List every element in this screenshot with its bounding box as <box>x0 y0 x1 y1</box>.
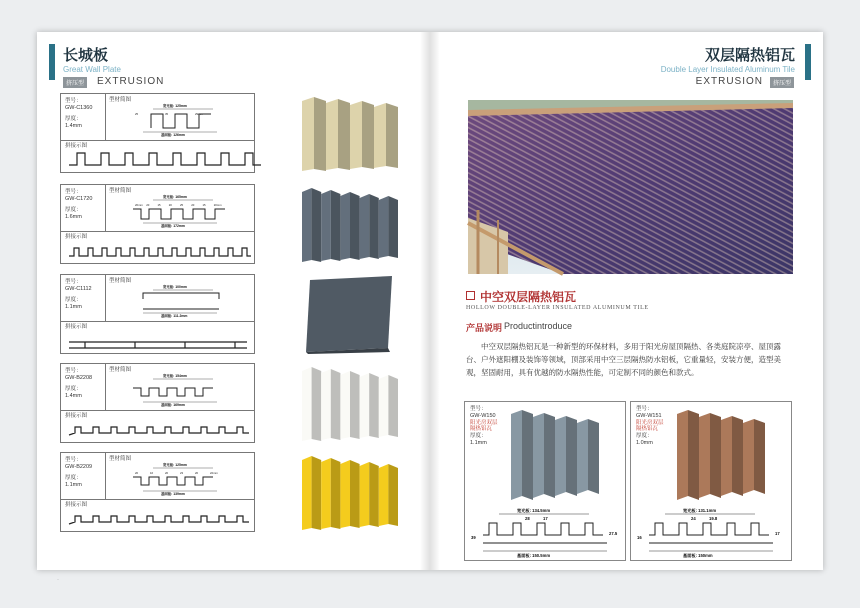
section-subtitle: HOLLOW DOUBLE-LAYER INSULATED ALUMINUM TILE <box>466 305 649 311</box>
page-title: 双层隔热铝瓦 <box>704 47 795 64</box>
segment-dim-label: 28 <box>525 516 530 521</box>
model-code: GW-C1112 <box>65 286 92 292</box>
thickness-value: 1.0mm <box>636 439 653 446</box>
extrusion-label: EXTRUSION <box>97 76 165 87</box>
joint-diagram-label: 拼接示图 <box>65 324 88 330</box>
usage-line: 阳光房双层 <box>636 419 664 426</box>
profile-drawing <box>113 461 248 497</box>
model-code: GW-W151 <box>636 412 662 419</box>
model-code: GW-B2209 <box>65 464 93 470</box>
thickness-label: 厚度： <box>65 297 82 303</box>
product-photo <box>288 452 412 532</box>
product-photo <box>288 93 412 173</box>
profile-diagram-label: 型材简图 <box>109 367 132 373</box>
product-photo <box>288 363 412 443</box>
product-photo <box>288 184 412 264</box>
segment-dim-label: 20mm <box>213 203 222 207</box>
joint-drawing <box>65 147 251 172</box>
page-subtitle: Great Wall Plate <box>63 65 121 74</box>
top-width-label: 宽光板: 154mm <box>163 374 187 378</box>
header-accent-bar <box>805 44 811 80</box>
joint-diagram-label: 拼接示图 <box>65 413 88 419</box>
thickness-label: 厚度： <box>65 116 82 122</box>
left-page <box>37 32 430 583</box>
usage-line: 阳光房双层 <box>470 419 498 426</box>
joint-diagram-label: 拼接示图 <box>65 502 88 508</box>
base-width-label: 基面板: 150.5mm <box>517 553 551 558</box>
product-card <box>60 184 412 264</box>
model-label: 型号： <box>636 406 653 412</box>
base-width-label: 基面板: 150mm <box>683 553 713 558</box>
segment-dim-label: 15 <box>202 203 206 207</box>
section-title: 中空双层隔热铝瓦 <box>480 290 577 304</box>
base-width-label: 基面板: 172mm <box>161 224 185 228</box>
product-description: 中空双层隔热铝瓦是一种新型的环保材料，多用于阳光房屋顶隔热、各类庭院凉亭、屋顶露台、户外遮阳棚及装饰等领域，顶部采用中空三层隔热防水铝板，它重量轻，安装方便，造型美观，坚固耐用，具有优越的防水隔热性能，可定制不同的颜色和款式。 <box>466 342 781 377</box>
segment-dim-label: 25 <box>135 112 139 116</box>
base-width-label: 基面板: 139mm <box>161 492 185 496</box>
section-marker-icon <box>466 291 475 300</box>
intro-label-en: Productintroduce <box>504 321 573 331</box>
segment-dim-label: 29mm <box>195 112 203 116</box>
height-label: 17 <box>775 531 780 536</box>
top-width-label: 宽光板: 125mm <box>163 463 187 467</box>
model-label: 型号： <box>470 406 487 412</box>
extrusion-label: EXTRUSION <box>695 76 763 87</box>
spec-table <box>60 363 255 443</box>
model-code: GW-B2208 <box>65 375 93 381</box>
intro-label: 产品说明 <box>466 323 503 333</box>
top-width-label: 宽光板: 100mm <box>163 285 187 289</box>
roof-photo <box>468 100 793 274</box>
thickness-label: 厚度： <box>470 433 487 440</box>
profile-diagram-label: 型材简图 <box>109 188 132 194</box>
joint-drawing <box>65 328 251 353</box>
model-label: 型号： <box>65 368 82 374</box>
tile-product-card <box>464 401 626 561</box>
segment-dim-label: 35 <box>165 112 169 116</box>
usage-line: 隔热铝瓦 <box>470 426 493 433</box>
thickness-label: 厚度： <box>65 475 82 481</box>
product-card <box>60 274 412 354</box>
model-code: GW-W150 <box>470 412 496 419</box>
tile-product-card <box>630 401 792 561</box>
segment-dim-label: 20 <box>168 203 172 207</box>
spec-text <box>470 406 498 447</box>
spec-table <box>60 274 255 354</box>
base-width-label: 基面板: 126mm <box>161 133 185 137</box>
joint-drawing <box>65 417 251 442</box>
tile-photo <box>667 404 777 506</box>
joint-diagram-label: 拼接示图 <box>65 234 88 240</box>
segment-dim-label: 22mm <box>210 471 218 475</box>
model-label: 型号： <box>65 98 82 104</box>
thickness-value: 1.4mm <box>65 393 82 399</box>
model-code: GW-C1360 <box>65 105 93 111</box>
page-subtitle: Double Layer Insulated Aluminum Tile <box>660 65 795 74</box>
top-width-label: 宽光板: 125mm <box>163 104 187 108</box>
spec-table <box>60 184 255 264</box>
spec-table <box>60 452 255 532</box>
segment-dim-label: 23 <box>180 471 184 475</box>
profile-drawing <box>113 283 248 319</box>
page-number: · <box>57 577 59 583</box>
joint-diagram-label: 拼接示图 <box>65 143 88 149</box>
segment-dim-label: 16 <box>150 471 154 475</box>
segment-dim-label: 20 <box>191 203 195 207</box>
base-width-label: 基面板: 169mm <box>161 403 185 407</box>
thickness-label: 厚度： <box>65 386 82 392</box>
profile-diagram-label: 型材简图 <box>109 278 132 284</box>
segment-dim-label: 19.8 <box>709 516 718 521</box>
segment-dim-label: 20 <box>146 203 150 207</box>
spec-text <box>636 406 664 447</box>
right-page <box>430 32 823 570</box>
page-title: 长城板 <box>63 47 109 64</box>
segment-dim-label: 25 <box>180 203 184 207</box>
segment-dim-label: 20 <box>195 471 199 475</box>
tile-photo <box>501 404 611 506</box>
catalog-spread <box>37 32 823 583</box>
model-label: 型号： <box>65 457 82 463</box>
segment-dim-label: 20 <box>165 471 169 475</box>
product-photo <box>288 274 412 354</box>
thickness-value: 1.1mm <box>470 439 487 446</box>
profile-diagram-label: 型材简图 <box>109 97 132 103</box>
model-code: GW-C1720 <box>65 196 93 202</box>
header-accent-bar <box>49 44 55 80</box>
usage-line: 隔热铝瓦 <box>636 426 659 433</box>
segment-dim-label: 15 <box>157 203 161 207</box>
product-card <box>60 363 412 443</box>
thickness-label: 厚度： <box>65 207 82 213</box>
model-label: 型号： <box>65 189 82 195</box>
profile-drawing <box>113 372 248 408</box>
height-label: 16 <box>637 535 642 540</box>
thickness-value: 1.1mm <box>65 304 82 310</box>
product-card <box>60 452 412 532</box>
category-tag: 挤压型 <box>63 77 87 88</box>
segment-dim-label: 24 <box>691 516 696 521</box>
height-label: 39 <box>471 535 476 540</box>
tile-profile-drawing <box>469 505 621 559</box>
spec-table <box>60 93 255 173</box>
thickness-value: 1.4mm <box>65 123 82 129</box>
height-label: 27.5 <box>609 531 618 536</box>
top-width-label: 宽光板: 165mm <box>163 195 187 199</box>
segment-dim-label: 17 <box>543 516 548 521</box>
thickness-label: 厚度： <box>636 433 653 440</box>
base-width-label: 基面板: 111.2mm <box>161 314 188 318</box>
tile-profile-drawing <box>635 505 787 559</box>
joint-drawing <box>65 506 251 531</box>
profile-drawing <box>113 102 248 138</box>
top-width-label: 宽光板: 134.5mm <box>517 508 551 513</box>
model-label: 型号： <box>65 279 82 285</box>
category-tag: 挤压型 <box>770 77 794 88</box>
segment-dim-label: 20 <box>135 471 139 475</box>
profile-drawing <box>113 193 248 229</box>
profile-diagram-label: 型材简图 <box>109 456 132 462</box>
thickness-value: 1.6mm <box>65 214 82 220</box>
joint-drawing <box>65 238 251 263</box>
product-card <box>60 93 412 173</box>
thickness-value: 1.1mm <box>65 482 82 488</box>
segment-dim-label: 20mm <box>135 203 143 207</box>
top-width-label: 宽光板: 131.1mm <box>683 508 717 513</box>
